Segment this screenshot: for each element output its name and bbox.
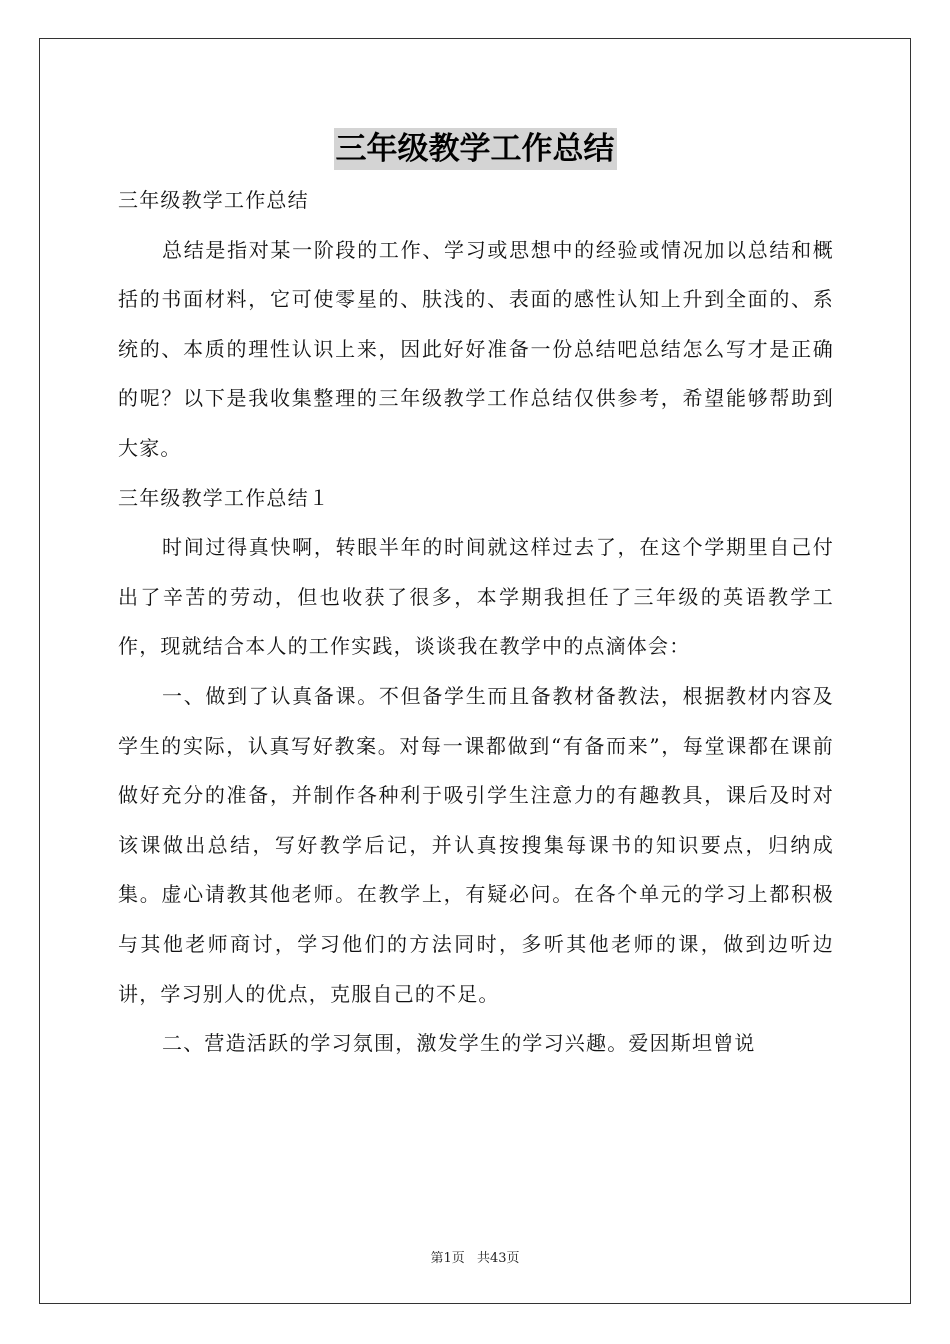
page-footer bbox=[0, 1247, 950, 1266]
paragraph-section-heading: 三年级教学工作总结１ bbox=[118, 485, 330, 510]
document-body bbox=[118, 176, 834, 1069]
paragraph-subtitle: 三年级教学工作总结 bbox=[118, 188, 309, 212]
paragraph-intro: 总结是指对某一阶段的工作、学习或思想中的经验或情况加以总结和概括的书面材料，它可使零星的、肤浅的、表面的感性认知上升到全面的、系统的、本质的理性认识上来，因此好好准备一份总结吧总结怎么写才是正确的呢？以下是我收集整理的三年级教学工作总结仅供参考，希望能够帮助到大家。 bbox=[118, 237, 834, 460]
paragraph-point-one: 一、做到了认真备课。不但备学生而且备教材备教法，根据教材内容及学生的实际，认真写好教案。对每一课都做到“有备而来”，每堂课都在课前做好充分的准备，并制作各种利于吸引学生注意力的有趣教具，课后及时对该课做出总结，写好教学后记，并认真按搜集每课书的知识要点，归纳成集。虚心请教其他老师。在教学上，有疑必问。在各个单元的学习上都积极与其他老师商讨，学习他们的方法同时，多听其他老师的课，做到边听边讲，学习别人的优点，克服自己的不足。 bbox=[118, 683, 834, 1006]
paragraph-point-two: 二、营造活跃的学习氛围，激发学生的学习兴趣。爱因斯坦曾说 bbox=[162, 1031, 756, 1056]
title-container bbox=[0, 128, 950, 170]
page-total: 共43页 bbox=[476, 1251, 520, 1266]
paragraph-opening: 时间过得真快啊，转眼半年的时间就这样过去了，在这个学期里自己付出了辛苦的劳动，但也收获了很多，本学期我担任了三年级的英语教学工作，现就结合本人的工作实践，谈谈我在教学中的点滴体会： bbox=[118, 535, 834, 659]
page-number: 第1页 bbox=[430, 1251, 465, 1266]
document-title: 三年级教学工作总结 bbox=[334, 128, 617, 170]
